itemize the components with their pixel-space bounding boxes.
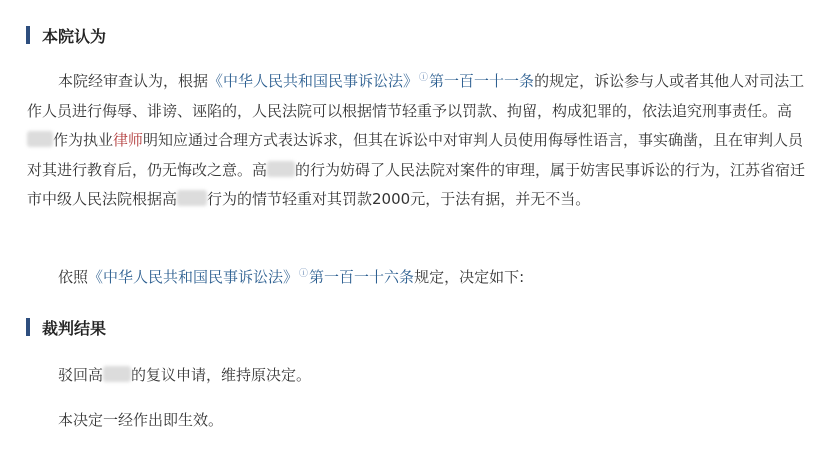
law-link-civil-procedure[interactable]: 《中华人民共和国民事诉讼法》 — [208, 72, 419, 90]
heading-accent-bar — [26, 318, 30, 336]
lawyer-link[interactable]: 律师 — [113, 131, 144, 149]
paragraph-result — [27, 361, 807, 391]
info-icon[interactable]: ⓘ — [419, 73, 429, 83]
article-link-111[interactable]: 第一百一十一条 — [429, 72, 535, 90]
redacted-name — [27, 131, 53, 147]
section-title: 裁判结果 — [42, 318, 107, 338]
redacted-name — [103, 366, 131, 382]
paragraph-opinion — [27, 67, 807, 215]
section-heading-opinion — [26, 24, 106, 46]
redacted-name — [267, 161, 295, 177]
text-segment: 的复议申请，维持原决定。 — [131, 366, 312, 384]
law-link-civil-procedure[interactable]: 《中华人民共和国民事诉讼法》 — [88, 268, 299, 286]
text-segment: 规定，决定如下: — [414, 268, 525, 286]
section-title: 本院认为 — [42, 26, 107, 46]
paragraph-effect — [27, 406, 807, 436]
text-segment: 行为的情节轻重对其罚款2000元，于法有据，并无不当。 — [207, 190, 591, 208]
text-segment: 本院经审查认为，根据 — [58, 72, 209, 90]
text-segment: 依照 — [58, 268, 89, 286]
text-segment: 本决定一经作出即生效。 — [58, 411, 224, 429]
redacted-name — [177, 190, 207, 206]
text-segment: 作为执业 — [53, 131, 114, 149]
text-segment: 的规定，诉讼参与人或者其他人对司法工作人员进行侮辱、诽谤、诬陷的，人民法院可以根据情节轻重予以罚款、拘留，构成犯罪的，依法追究刑事责任。高 — [27, 72, 805, 120]
heading-accent-bar — [26, 26, 30, 44]
text-segment: 的行为妨碍了人民法院对案件的审理，属于妨害民事诉讼的行为，江苏省宿迁市中级人民法院根据高 — [27, 160, 806, 208]
text-segment: 明知应通过合理方式表达诉求，但其在诉讼中对审判人员使用侮辱性语言，事实确凿，且在审判人员对其进行教育后，仍无悔改之意。高 — [27, 131, 804, 179]
section-heading-result — [26, 316, 106, 338]
text-segment: 驳回高 — [58, 366, 104, 384]
article-link-116[interactable]: 第一百一十六条 — [309, 268, 415, 286]
info-icon[interactable]: ⓘ — [299, 269, 309, 279]
paragraph-basis — [27, 263, 807, 293]
